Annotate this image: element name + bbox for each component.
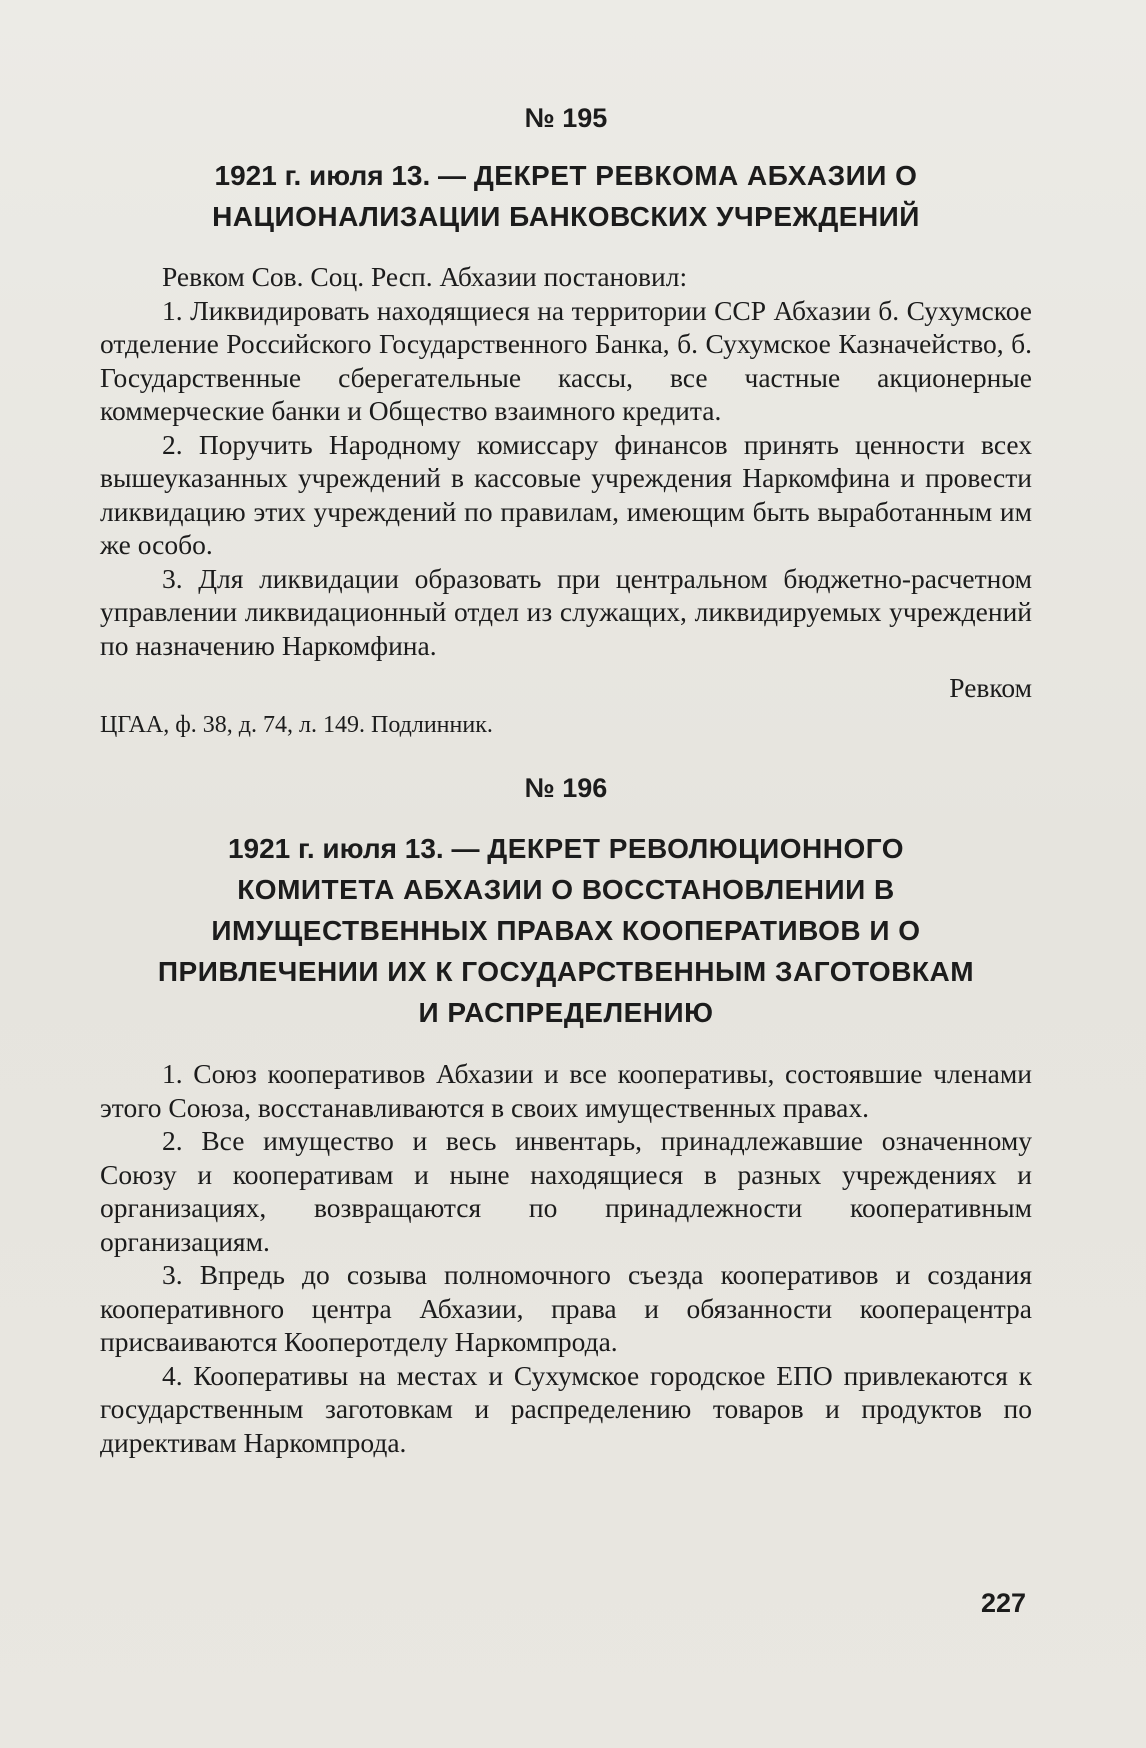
archive-reference: ЦГАА, ф. 38, д. 74, л. 149. Подлинник. — [100, 712, 493, 738]
document-196 — [100, 773, 1032, 1459]
paragraph: 2. Поручить Народному комиссару финансов принять ценности всех вышеуказанных учреждений в кассовые учреждения Наркомфина и провести ликвидацию этих учреждений по правилам, имеющим быть выработанным им же особо. — [100, 428, 1032, 560]
document-title-text: ДЕКРЕТ РЕВОЛЮЦИОННОГО КОМИТЕТА АБХАЗИИ О ВОССТАНОВЛЕНИИ В ИМУЩЕСТВЕННЫХ ПРАВАХ КООПЕРАТИВОВ И О ПРИВЛЕЧЕНИИ ИХ К ГОСУДАРСТВЕННЫМ ЗАГОТОВКАМ И РАСПРЕДЕЛЕНИЮ — [157, 833, 975, 1028]
document-title-text: ДЕКРЕТ РЕВКОМА АБХАЗИИ О НАЦИОНАЛИЗАЦИИ БАНКОВСКИХ УЧРЕЖДЕНИЙ — [212, 160, 920, 232]
paragraph: Ревком Сов. Соц. Респ. Абхазии постановил: — [162, 261, 688, 292]
document-number: № 196 — [524, 773, 608, 803]
document-title — [100, 155, 1032, 237]
document-195 — [100, 103, 1032, 739]
document-number: № 195 — [524, 103, 608, 133]
signature: Ревком — [949, 672, 1032, 703]
paragraph: 3. Для ликвидации образовать при центральном бюджетно-расчетном управлении ликвидационный отдел из служащих, ликвидируемых учреждений по назначению Наркомфина. — [100, 562, 1032, 661]
paragraph: 2. Все имущество и весь инвентарь, принадлежавшие означенному Союзу и кооперативам и ныне находящиеся в разных учреждениях и организациях, возвращаются по принадлежности кооперативным организациям. — [100, 1125, 1032, 1257]
paragraph: 1. Союз кооперативов Абхазии и все кооперативы, состоявшие членами этого Союза, восстанавливаются в своих имущественных правах. — [100, 1058, 1032, 1123]
paragraph: 3. Впредь до созыва полномочного съезда кооперативов и создания кооперативного центра Абхазии, права и обязанности кооперацентра присваиваются Кооперотделу Наркомпрода. — [100, 1259, 1032, 1357]
document-body — [100, 1057, 1032, 1459]
paragraph: 4. Кооперативы на местах и Сухумское городское ЕПО привлекаются к государственным заготовкам и распределению товаров и продуктов по директивам Наркомпрода. — [100, 1359, 1032, 1458]
document-body — [100, 260, 1032, 662]
document-title — [100, 828, 1032, 1033]
page-number: 227 — [980, 1588, 1026, 1618]
document-date: 1921 г. июля 13. — — [227, 833, 488, 864]
text-column — [100, 0, 1032, 1459]
paragraph: 1. Ликвидировать находящиеся на территории ССР Абхазии б. Сухумское отделение Российского Государственного Банка, б. Сухумское Казначейство, б. Государственные сберегательные кассы, все частные акционерные коммерческие банки и Общество взаимного кредита. — [100, 294, 1032, 426]
document-date: 1921 г. июля 13. — — [214, 160, 474, 191]
